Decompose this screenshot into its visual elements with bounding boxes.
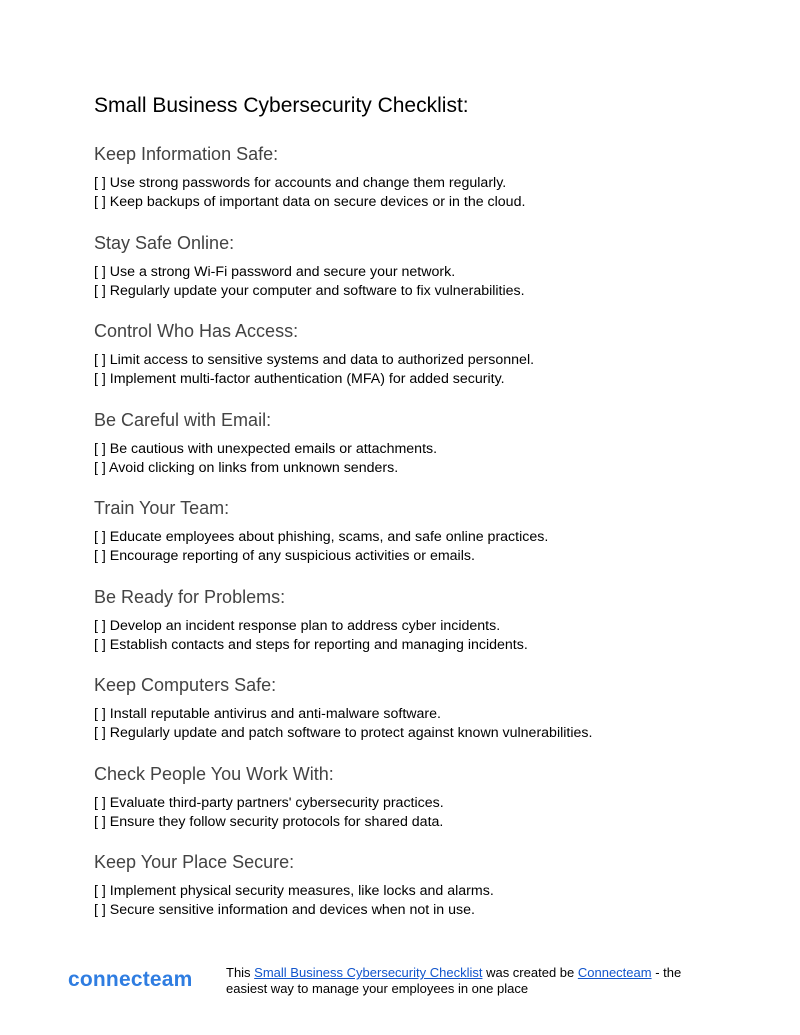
checklist-items	[94, 528, 774, 566]
footer	[0, 960, 800, 1010]
connecteam-link[interactable]: Connecteam	[577, 965, 652, 980]
checklist-section	[94, 763, 774, 832]
checklist-item[interactable]: [ ] Limit access to sensitive systems and data to authorized personnel.	[94, 352, 535, 368]
checklist-section	[94, 497, 774, 566]
section-heading: Keep Your Place Secure:	[94, 852, 295, 872]
checklist-item[interactable]: [ ] Be cautious with unexpected emails or attachments.	[94, 441, 438, 457]
checklist-item[interactable]: [ ] Avoid clicking on links from unknown senders.	[94, 460, 399, 476]
checklist-section	[94, 409, 774, 478]
checklist-item[interactable]: [ ] Install reputable antivirus and anti-malware software.	[94, 706, 441, 722]
checklist-item[interactable]: [ ] Ensure they follow security protocols for shared data.	[94, 814, 444, 830]
checklist-section	[94, 586, 774, 655]
section-heading: Keep Information Safe:	[94, 144, 279, 164]
checklist-item[interactable]: [ ] Encourage reporting of any suspicious activities or emails.	[94, 548, 475, 564]
section-heading: Be Ready for Problems:	[94, 587, 286, 607]
section-heading: Be Careful with Email:	[94, 410, 272, 430]
section-heading: Keep Computers Safe:	[94, 675, 277, 695]
checklist-items	[94, 351, 774, 389]
checklist-items	[94, 263, 774, 301]
checklist-item[interactable]: [ ] Regularly update and patch software to protect against known vulnerabilities.	[94, 725, 593, 741]
checklist-section	[94, 143, 774, 212]
section-heading: Control Who Has Access:	[94, 321, 299, 341]
footer-text-prefix: This	[226, 965, 255, 980]
checklist-item[interactable]: [ ] Develop an incident response plan to address cyber incidents.	[94, 618, 501, 634]
section-heading: Stay Safe Online:	[94, 233, 235, 253]
checklist-item[interactable]: [ ] Regularly update your computer and software to fix vulnerabilities.	[94, 283, 525, 299]
checklist-item[interactable]: [ ] Keep backups of important data on secure devices or in the cloud.	[94, 194, 526, 210]
checklist-item[interactable]: [ ] Use a strong Wi-Fi password and secure your network.	[94, 264, 456, 280]
checklist-items	[94, 440, 774, 478]
checklist-item[interactable]: [ ] Secure sensitive information and devices when not in use.	[94, 902, 475, 918]
checklist-item[interactable]: [ ] Implement physical security measures, like locks and alarms.	[94, 883, 494, 899]
checklist-section	[94, 320, 774, 389]
checklist-items	[94, 617, 774, 655]
checklist-link[interactable]: Small Business Cybersecurity Checklist	[254, 965, 483, 980]
checklist-item[interactable]: [ ] Establish contacts and steps for reporting and managing incidents.	[94, 637, 528, 653]
footer-credit-text	[226, 965, 696, 997]
connecteam-logo: connecteam	[68, 968, 193, 991]
page-title: Small Business Cybersecurity Checklist:	[94, 94, 469, 117]
checklist-section	[94, 232, 774, 301]
checklist-item[interactable]: [ ] Educate employees about phishing, scams, and safe online practices.	[94, 529, 549, 545]
checklist-items	[94, 174, 774, 212]
checklist-items	[94, 705, 774, 743]
checklist-item[interactable]: [ ] Implement multi-factor authentication (MFA) for added security.	[94, 371, 505, 387]
checklist-item[interactable]: [ ] Use strong passwords for accounts and change them regularly.	[94, 175, 507, 191]
footer-text-suffix: - the easiest way to manage your employees in one place	[226, 965, 682, 996]
section-heading: Train Your Team:	[94, 498, 230, 518]
checklist-section	[94, 851, 774, 920]
checklist-items	[94, 882, 774, 920]
checklist-section	[94, 674, 774, 743]
section-heading: Check People You Work With:	[94, 764, 334, 784]
checklist-item[interactable]: [ ] Evaluate third-party partners' cybersecurity practices.	[94, 795, 444, 811]
footer-text-middle: was created be	[482, 965, 578, 980]
checklist-items	[94, 794, 774, 832]
